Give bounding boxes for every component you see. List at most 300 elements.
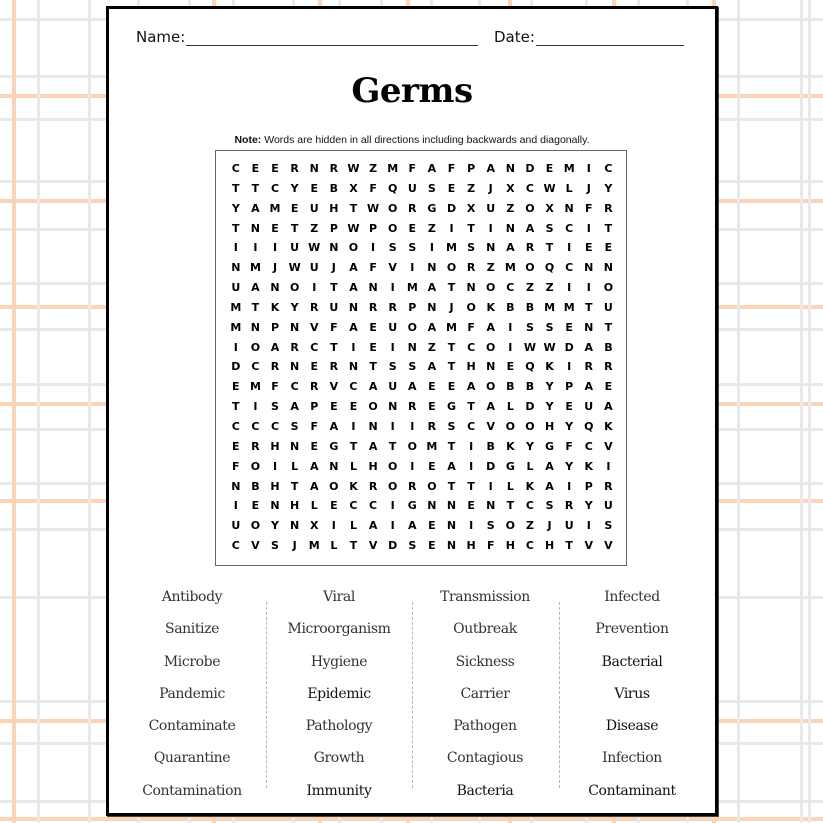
- grid-letter[interactable]: R: [388, 300, 397, 314]
- grid-letter[interactable]: U: [329, 300, 339, 314]
- grid-letter[interactable]: N: [446, 539, 457, 553]
- grid-letter[interactable]: I: [469, 439, 474, 453]
- grid-letter[interactable]: C: [270, 419, 280, 433]
- grid-letter[interactable]: M: [387, 162, 399, 175]
- grid-letter[interactable]: R: [251, 439, 260, 453]
- grid-letter[interactable]: C: [231, 539, 240, 553]
- grid-letter[interactable]: A: [545, 479, 554, 493]
- grid-letter[interactable]: I: [586, 221, 591, 235]
- grid-letter[interactable]: L: [349, 519, 357, 533]
- grid-letter[interactable]: L: [526, 459, 534, 473]
- grid-letter[interactable]: F: [330, 320, 338, 334]
- grid-letter[interactable]: F: [447, 162, 456, 175]
- grid-letter[interactable]: I: [272, 459, 278, 473]
- grid-letter[interactable]: E: [369, 320, 377, 334]
- grid-letter[interactable]: N: [388, 400, 398, 414]
- grid-letter[interactable]: A: [349, 320, 358, 334]
- grid-letter[interactable]: I: [508, 320, 513, 334]
- grid-letter[interactable]: E: [330, 499, 338, 513]
- grid-letter[interactable]: K: [270, 300, 280, 314]
- grid-letter[interactable]: T: [545, 241, 554, 255]
- grid-letter[interactable]: W: [347, 162, 360, 175]
- grid-letter[interactable]: E: [585, 241, 593, 255]
- grid-letter[interactable]: R: [368, 479, 378, 493]
- grid-letter[interactable]: H: [466, 539, 476, 553]
- grid-letter[interactable]: F: [408, 162, 417, 175]
- grid-letter[interactable]: N: [505, 162, 515, 175]
- grid-letter[interactable]: F: [232, 459, 240, 473]
- grid-letter[interactable]: I: [253, 241, 258, 255]
- grid-letter[interactable]: S: [290, 419, 299, 433]
- grid-letter[interactable]: Q: [525, 360, 535, 374]
- grid-letter[interactable]: E: [428, 519, 436, 533]
- grid-letter[interactable]: F: [310, 419, 318, 433]
- grid-letter[interactable]: T: [467, 479, 475, 493]
- grid-letter[interactable]: O: [466, 300, 476, 314]
- grid-letter[interactable]: E: [467, 499, 475, 513]
- grid-letter[interactable]: H: [368, 459, 378, 473]
- grid-letter[interactable]: V: [604, 439, 613, 453]
- grid-letter[interactable]: O: [348, 241, 359, 255]
- grid-letter[interactable]: N: [290, 320, 300, 334]
- grid-letter[interactable]: P: [565, 380, 574, 394]
- grid-letter[interactable]: I: [567, 281, 572, 295]
- grid-letter[interactable]: H: [505, 539, 515, 553]
- grid-letter[interactable]: L: [565, 181, 573, 195]
- grid-letter[interactable]: K: [584, 459, 594, 473]
- grid-letter[interactable]: S: [408, 539, 417, 553]
- grid-letter[interactable]: D: [388, 539, 398, 553]
- grid-letter[interactable]: M: [563, 300, 575, 314]
- grid-letter[interactable]: U: [486, 201, 496, 215]
- grid-letter[interactable]: U: [388, 380, 398, 394]
- grid-letter[interactable]: E: [408, 221, 417, 235]
- grid-letter[interactable]: U: [603, 300, 613, 314]
- grid-letter[interactable]: O: [388, 221, 398, 235]
- grid-letter[interactable]: T: [349, 201, 358, 215]
- grid-letter[interactable]: T: [349, 539, 358, 553]
- grid-letter[interactable]: O: [486, 380, 496, 394]
- grid-letter[interactable]: O: [525, 261, 535, 275]
- grid-letter[interactable]: N: [348, 300, 359, 314]
- grid-letter[interactable]: F: [486, 539, 495, 553]
- grid-letter[interactable]: R: [368, 300, 378, 314]
- grid-letter[interactable]: O: [525, 419, 535, 433]
- grid-letter[interactable]: V: [388, 261, 397, 275]
- grid-letter[interactable]: U: [584, 400, 594, 414]
- grid-letter[interactable]: I: [508, 340, 513, 354]
- grid-letter[interactable]: S: [604, 519, 613, 533]
- grid-letter[interactable]: V: [584, 539, 594, 553]
- grid-letter[interactable]: O: [368, 400, 378, 414]
- grid-letter[interactable]: W: [367, 201, 380, 215]
- grid-letter[interactable]: N: [505, 221, 515, 235]
- grid-letter[interactable]: A: [427, 320, 437, 334]
- grid-letter[interactable]: T: [447, 360, 456, 374]
- grid-letter[interactable]: N: [290, 519, 300, 533]
- grid-letter[interactable]: I: [567, 479, 572, 493]
- grid-letter[interactable]: K: [604, 419, 613, 433]
- grid-letter[interactable]: T: [330, 340, 338, 354]
- grid-letter[interactable]: J: [488, 181, 493, 195]
- grid-letter[interactable]: F: [585, 201, 593, 215]
- grid-letter[interactable]: A: [408, 380, 417, 394]
- grid-letter[interactable]: E: [565, 320, 573, 334]
- grid-letter[interactable]: I: [233, 340, 238, 354]
- grid-letter[interactable]: X: [466, 201, 476, 215]
- grid-letter[interactable]: K: [525, 479, 535, 493]
- grid-letter[interactable]: C: [231, 419, 240, 433]
- grid-letter[interactable]: N: [427, 300, 437, 314]
- grid-letter[interactable]: M: [230, 300, 242, 314]
- name-line[interactable]: [186, 31, 478, 46]
- grid-letter[interactable]: J: [331, 261, 336, 275]
- grid-letter[interactable]: T: [447, 281, 456, 295]
- grid-letter[interactable]: U: [231, 519, 241, 533]
- grid-letter[interactable]: P: [369, 221, 378, 235]
- grid-letter[interactable]: N: [427, 499, 437, 513]
- grid-letter[interactable]: V: [251, 539, 260, 553]
- grid-letter[interactable]: H: [544, 539, 555, 553]
- grid-letter[interactable]: M: [230, 320, 242, 334]
- grid-letter[interactable]: T: [349, 439, 358, 453]
- grid-letter[interactable]: A: [349, 261, 358, 275]
- date-field[interactable]: [494, 28, 684, 46]
- grid-letter[interactable]: T: [467, 221, 475, 235]
- grid-letter[interactable]: C: [506, 281, 515, 295]
- grid-letter[interactable]: C: [467, 419, 476, 433]
- grid-letter[interactable]: N: [407, 340, 417, 354]
- grid-letter[interactable]: M: [269, 201, 281, 215]
- grid-letter[interactable]: A: [408, 519, 417, 533]
- grid-letter[interactable]: N: [584, 261, 594, 275]
- grid-letter[interactable]: R: [290, 340, 299, 354]
- grid-letter[interactable]: T: [369, 360, 377, 374]
- grid-letter[interactable]: R: [408, 479, 417, 493]
- grid-letter[interactable]: H: [544, 419, 555, 433]
- grid-letter[interactable]: D: [564, 340, 574, 354]
- grid-letter[interactable]: X: [310, 519, 319, 533]
- grid-letter[interactable]: B: [525, 300, 535, 314]
- grid-letter[interactable]: P: [329, 221, 338, 235]
- grid-letter[interactable]: Y: [604, 181, 613, 195]
- grid-letter[interactable]: O: [505, 519, 516, 533]
- grid-letter[interactable]: L: [506, 479, 514, 493]
- grid-letter[interactable]: M: [544, 300, 556, 314]
- grid-letter[interactable]: Z: [506, 201, 515, 215]
- grid-letter[interactable]: J: [449, 300, 454, 314]
- grid-letter[interactable]: M: [249, 261, 261, 275]
- grid-letter[interactable]: I: [390, 281, 395, 295]
- grid-letter[interactable]: B: [525, 380, 535, 394]
- grid-letter[interactable]: C: [584, 439, 593, 453]
- grid-letter[interactable]: C: [369, 499, 378, 513]
- grid-letter[interactable]: D: [525, 162, 535, 175]
- grid-letter[interactable]: H: [290, 499, 300, 513]
- grid-letter[interactable]: S: [467, 241, 476, 255]
- grid-letter[interactable]: G: [427, 201, 437, 215]
- grid-letter[interactable]: T: [506, 499, 515, 513]
- grid-letter[interactable]: O: [388, 479, 398, 493]
- grid-letter[interactable]: U: [290, 241, 300, 255]
- grid-letter[interactable]: I: [390, 519, 395, 533]
- grid-letter[interactable]: T: [232, 181, 240, 195]
- grid-letter[interactable]: N: [329, 459, 339, 473]
- grid-letter[interactable]: C: [231, 162, 240, 175]
- grid-letter[interactable]: N: [427, 261, 437, 275]
- grid-letter[interactable]: E: [369, 340, 377, 354]
- grid-letter[interactable]: H: [329, 201, 339, 215]
- grid-letter[interactable]: R: [408, 400, 417, 414]
- grid-letter[interactable]: N: [446, 499, 457, 513]
- grid-letter[interactable]: I: [390, 499, 395, 513]
- grid-letter[interactable]: V: [368, 539, 378, 553]
- grid-letter[interactable]: S: [408, 241, 417, 255]
- grid-letter[interactable]: Z: [369, 162, 378, 175]
- grid-letter[interactable]: P: [467, 162, 476, 175]
- grid-letter[interactable]: A: [584, 380, 594, 394]
- grid-letter[interactable]: M: [446, 241, 457, 255]
- grid-letter[interactable]: Z: [427, 221, 436, 235]
- grid-letter[interactable]: H: [270, 439, 280, 453]
- grid-letter[interactable]: W: [543, 181, 556, 195]
- grid-letter[interactable]: M: [446, 320, 457, 334]
- grid-letter[interactable]: J: [547, 519, 552, 533]
- grid-letter[interactable]: E: [565, 400, 573, 414]
- grid-letter[interactable]: D: [231, 360, 241, 374]
- grid-letter[interactable]: T: [447, 340, 456, 354]
- grid-letter[interactable]: C: [467, 340, 476, 354]
- grid-letter[interactable]: B: [604, 340, 613, 354]
- grid-letter[interactable]: A: [604, 400, 613, 414]
- grid-letter[interactable]: W: [308, 241, 321, 255]
- grid-letter[interactable]: N: [486, 499, 496, 513]
- grid-letter[interactable]: N: [348, 360, 359, 374]
- grid-letter[interactable]: R: [604, 201, 613, 215]
- grid-letter[interactable]: Y: [290, 300, 299, 314]
- grid-letter[interactable]: X: [545, 201, 554, 215]
- grid-letter[interactable]: I: [253, 400, 258, 414]
- grid-letter[interactable]: E: [310, 439, 318, 453]
- grid-letter[interactable]: I: [586, 519, 591, 533]
- grid-letter[interactable]: I: [331, 519, 336, 533]
- grid-letter[interactable]: R: [564, 499, 574, 513]
- grid-letter[interactable]: N: [584, 320, 594, 334]
- grid-letter[interactable]: F: [467, 320, 475, 334]
- grid-letter[interactable]: H: [466, 360, 476, 374]
- grid-letter[interactable]: E: [604, 380, 613, 394]
- grid-letter[interactable]: Z: [486, 261, 495, 275]
- grid-letter[interactable]: O: [603, 281, 614, 295]
- grid-letter[interactable]: S: [271, 400, 279, 414]
- grid-letter[interactable]: Y: [231, 201, 240, 215]
- grid-letter[interactable]: I: [586, 281, 591, 295]
- date-line[interactable]: [536, 31, 684, 46]
- grid-letter[interactable]: A: [447, 459, 456, 473]
- grid-letter[interactable]: T: [290, 221, 299, 235]
- grid-letter[interactable]: N: [250, 320, 261, 334]
- grid-letter[interactable]: Y: [545, 380, 554, 394]
- grid-letter[interactable]: I: [233, 499, 238, 513]
- grid-letter[interactable]: Y: [525, 439, 534, 453]
- grid-letter[interactable]: F: [369, 261, 377, 275]
- grid-letter[interactable]: G: [505, 459, 515, 473]
- grid-letter[interactable]: K: [545, 360, 554, 374]
- grid-letter[interactable]: N: [368, 281, 378, 295]
- grid-letter[interactable]: E: [310, 181, 318, 195]
- grid-letter[interactable]: R: [466, 261, 476, 275]
- grid-letter[interactable]: I: [312, 281, 317, 295]
- grid-letter[interactable]: M: [563, 162, 575, 175]
- grid-letter[interactable]: E: [251, 499, 260, 513]
- grid-letter[interactable]: G: [446, 400, 457, 414]
- grid-letter[interactable]: O: [250, 459, 261, 473]
- grid-letter[interactable]: I: [351, 419, 356, 433]
- grid-letter[interactable]: B: [329, 181, 339, 195]
- grid-letter[interactable]: R: [270, 360, 280, 374]
- grid-letter[interactable]: T: [330, 281, 338, 295]
- grid-letter[interactable]: C: [525, 539, 534, 553]
- grid-letter[interactable]: O: [388, 459, 398, 473]
- grid-letter[interactable]: T: [232, 400, 240, 414]
- grid-letter[interactable]: N: [486, 360, 496, 374]
- grid-letter[interactable]: Y: [565, 419, 574, 433]
- grid-letter[interactable]: T: [447, 439, 456, 453]
- grid-letter[interactable]: N: [270, 281, 280, 295]
- grid-letter[interactable]: S: [408, 360, 417, 374]
- grid-letter[interactable]: C: [251, 360, 260, 374]
- grid-letter[interactable]: T: [388, 439, 397, 453]
- grid-letter[interactable]: W: [347, 221, 360, 235]
- grid-letter[interactable]: O: [250, 519, 261, 533]
- grid-letter[interactable]: V: [329, 380, 339, 394]
- grid-letter[interactable]: N: [290, 360, 300, 374]
- grid-letter[interactable]: M: [426, 439, 438, 453]
- grid-letter[interactable]: N: [290, 439, 300, 453]
- grid-letter[interactable]: D: [446, 201, 457, 215]
- grid-letter[interactable]: T: [565, 539, 573, 553]
- grid-letter[interactable]: A: [427, 360, 437, 374]
- grid-letter[interactable]: S: [388, 241, 397, 255]
- grid-letter[interactable]: F: [565, 439, 573, 453]
- grid-letter[interactable]: E: [506, 360, 515, 374]
- grid-letter[interactable]: N: [309, 162, 319, 175]
- grid-letter[interactable]: L: [506, 400, 514, 414]
- grid-letter[interactable]: Z: [467, 181, 476, 195]
- grid-letter[interactable]: T: [467, 400, 475, 414]
- grid-letter[interactable]: G: [545, 439, 555, 453]
- grid-letter[interactable]: I: [351, 340, 356, 354]
- grid-letter[interactable]: C: [525, 181, 534, 195]
- grid-letter[interactable]: V: [604, 539, 613, 553]
- grid-letter[interactable]: E: [447, 181, 456, 195]
- grid-letter[interactable]: A: [525, 221, 535, 235]
- grid-letter[interactable]: Z: [310, 221, 319, 235]
- grid-letter[interactable]: I: [410, 419, 415, 433]
- grid-letter[interactable]: W: [288, 261, 301, 275]
- grid-letter[interactable]: D: [486, 459, 496, 473]
- grid-letter[interactable]: A: [486, 400, 495, 414]
- grid-letter[interactable]: A: [427, 162, 437, 175]
- grid-letter[interactable]: R: [427, 419, 437, 433]
- grid-letter[interactable]: T: [604, 221, 613, 235]
- grid-letter[interactable]: B: [506, 300, 515, 314]
- grid-letter[interactable]: V: [309, 320, 319, 334]
- grid-letter[interactable]: E: [428, 380, 436, 394]
- grid-letter[interactable]: E: [232, 380, 240, 394]
- grid-letter[interactable]: S: [447, 419, 456, 433]
- grid-letter[interactable]: E: [349, 400, 358, 414]
- grid-letter[interactable]: I: [410, 261, 415, 275]
- grid-letter[interactable]: W: [543, 340, 556, 354]
- grid-letter[interactable]: E: [271, 162, 279, 175]
- grid-letter[interactable]: P: [584, 479, 593, 493]
- grid-letter[interactable]: R: [604, 360, 613, 374]
- grid-letter[interactable]: Y: [565, 459, 574, 473]
- grid-letter[interactable]: E: [428, 459, 436, 473]
- grid-letter[interactable]: F: [271, 380, 279, 394]
- grid-letter[interactable]: I: [567, 360, 572, 374]
- grid-letter[interactable]: L: [310, 499, 318, 513]
- grid-letter[interactable]: U: [388, 320, 398, 334]
- grid-letter[interactable]: M: [249, 380, 261, 394]
- grid-letter[interactable]: K: [506, 439, 515, 453]
- grid-letter[interactable]: I: [606, 459, 611, 473]
- grid-letter[interactable]: E: [232, 439, 240, 453]
- grid-letter[interactable]: O: [407, 320, 417, 334]
- grid-letter[interactable]: Y: [271, 519, 279, 533]
- grid-letter[interactable]: H: [270, 479, 280, 493]
- grid-letter[interactable]: R: [525, 241, 535, 255]
- grid-letter[interactable]: R: [584, 360, 594, 374]
- grid-letter[interactable]: A: [486, 162, 495, 175]
- grid-letter[interactable]: A: [584, 340, 594, 354]
- grid-letter[interactable]: I: [429, 241, 434, 255]
- grid-letter[interactable]: I: [371, 241, 376, 255]
- grid-letter[interactable]: U: [603, 499, 613, 513]
- grid-letter[interactable]: P: [408, 300, 417, 314]
- grid-letter[interactable]: A: [427, 281, 437, 295]
- grid-letter[interactable]: C: [525, 499, 534, 513]
- grid-letter[interactable]: E: [330, 400, 338, 414]
- grid-letter[interactable]: N: [603, 261, 613, 275]
- grid-letter[interactable]: N: [446, 519, 457, 533]
- grid-letter[interactable]: O: [250, 340, 261, 354]
- grid-letter[interactable]: I: [272, 241, 278, 255]
- grid-letter[interactable]: E: [447, 380, 456, 394]
- grid-letter[interactable]: E: [310, 360, 318, 374]
- grid-letter[interactable]: A: [486, 320, 495, 334]
- grid-letter[interactable]: T: [232, 221, 240, 235]
- grid-letter[interactable]: O: [525, 201, 535, 215]
- grid-letter[interactable]: N: [486, 241, 496, 255]
- grid-letter[interactable]: E: [271, 221, 279, 235]
- grid-letter[interactable]: N: [250, 221, 261, 235]
- grid-letter[interactable]: C: [349, 499, 358, 513]
- grid-letter[interactable]: O: [427, 479, 437, 493]
- grid-letter[interactable]: A: [309, 459, 319, 473]
- grid-letter[interactable]: E: [428, 539, 436, 553]
- grid-letter[interactable]: T: [290, 479, 299, 493]
- grid-letter[interactable]: E: [251, 162, 260, 175]
- grid-letter[interactable]: S: [271, 539, 279, 553]
- grid-letter[interactable]: A: [270, 340, 280, 354]
- grid-letter[interactable]: M: [308, 539, 320, 553]
- grid-letter[interactable]: J: [292, 539, 297, 553]
- grid-letter[interactable]: O: [289, 281, 300, 295]
- grid-letter[interactable]: E: [290, 201, 299, 215]
- grid-letter[interactable]: A: [368, 519, 378, 533]
